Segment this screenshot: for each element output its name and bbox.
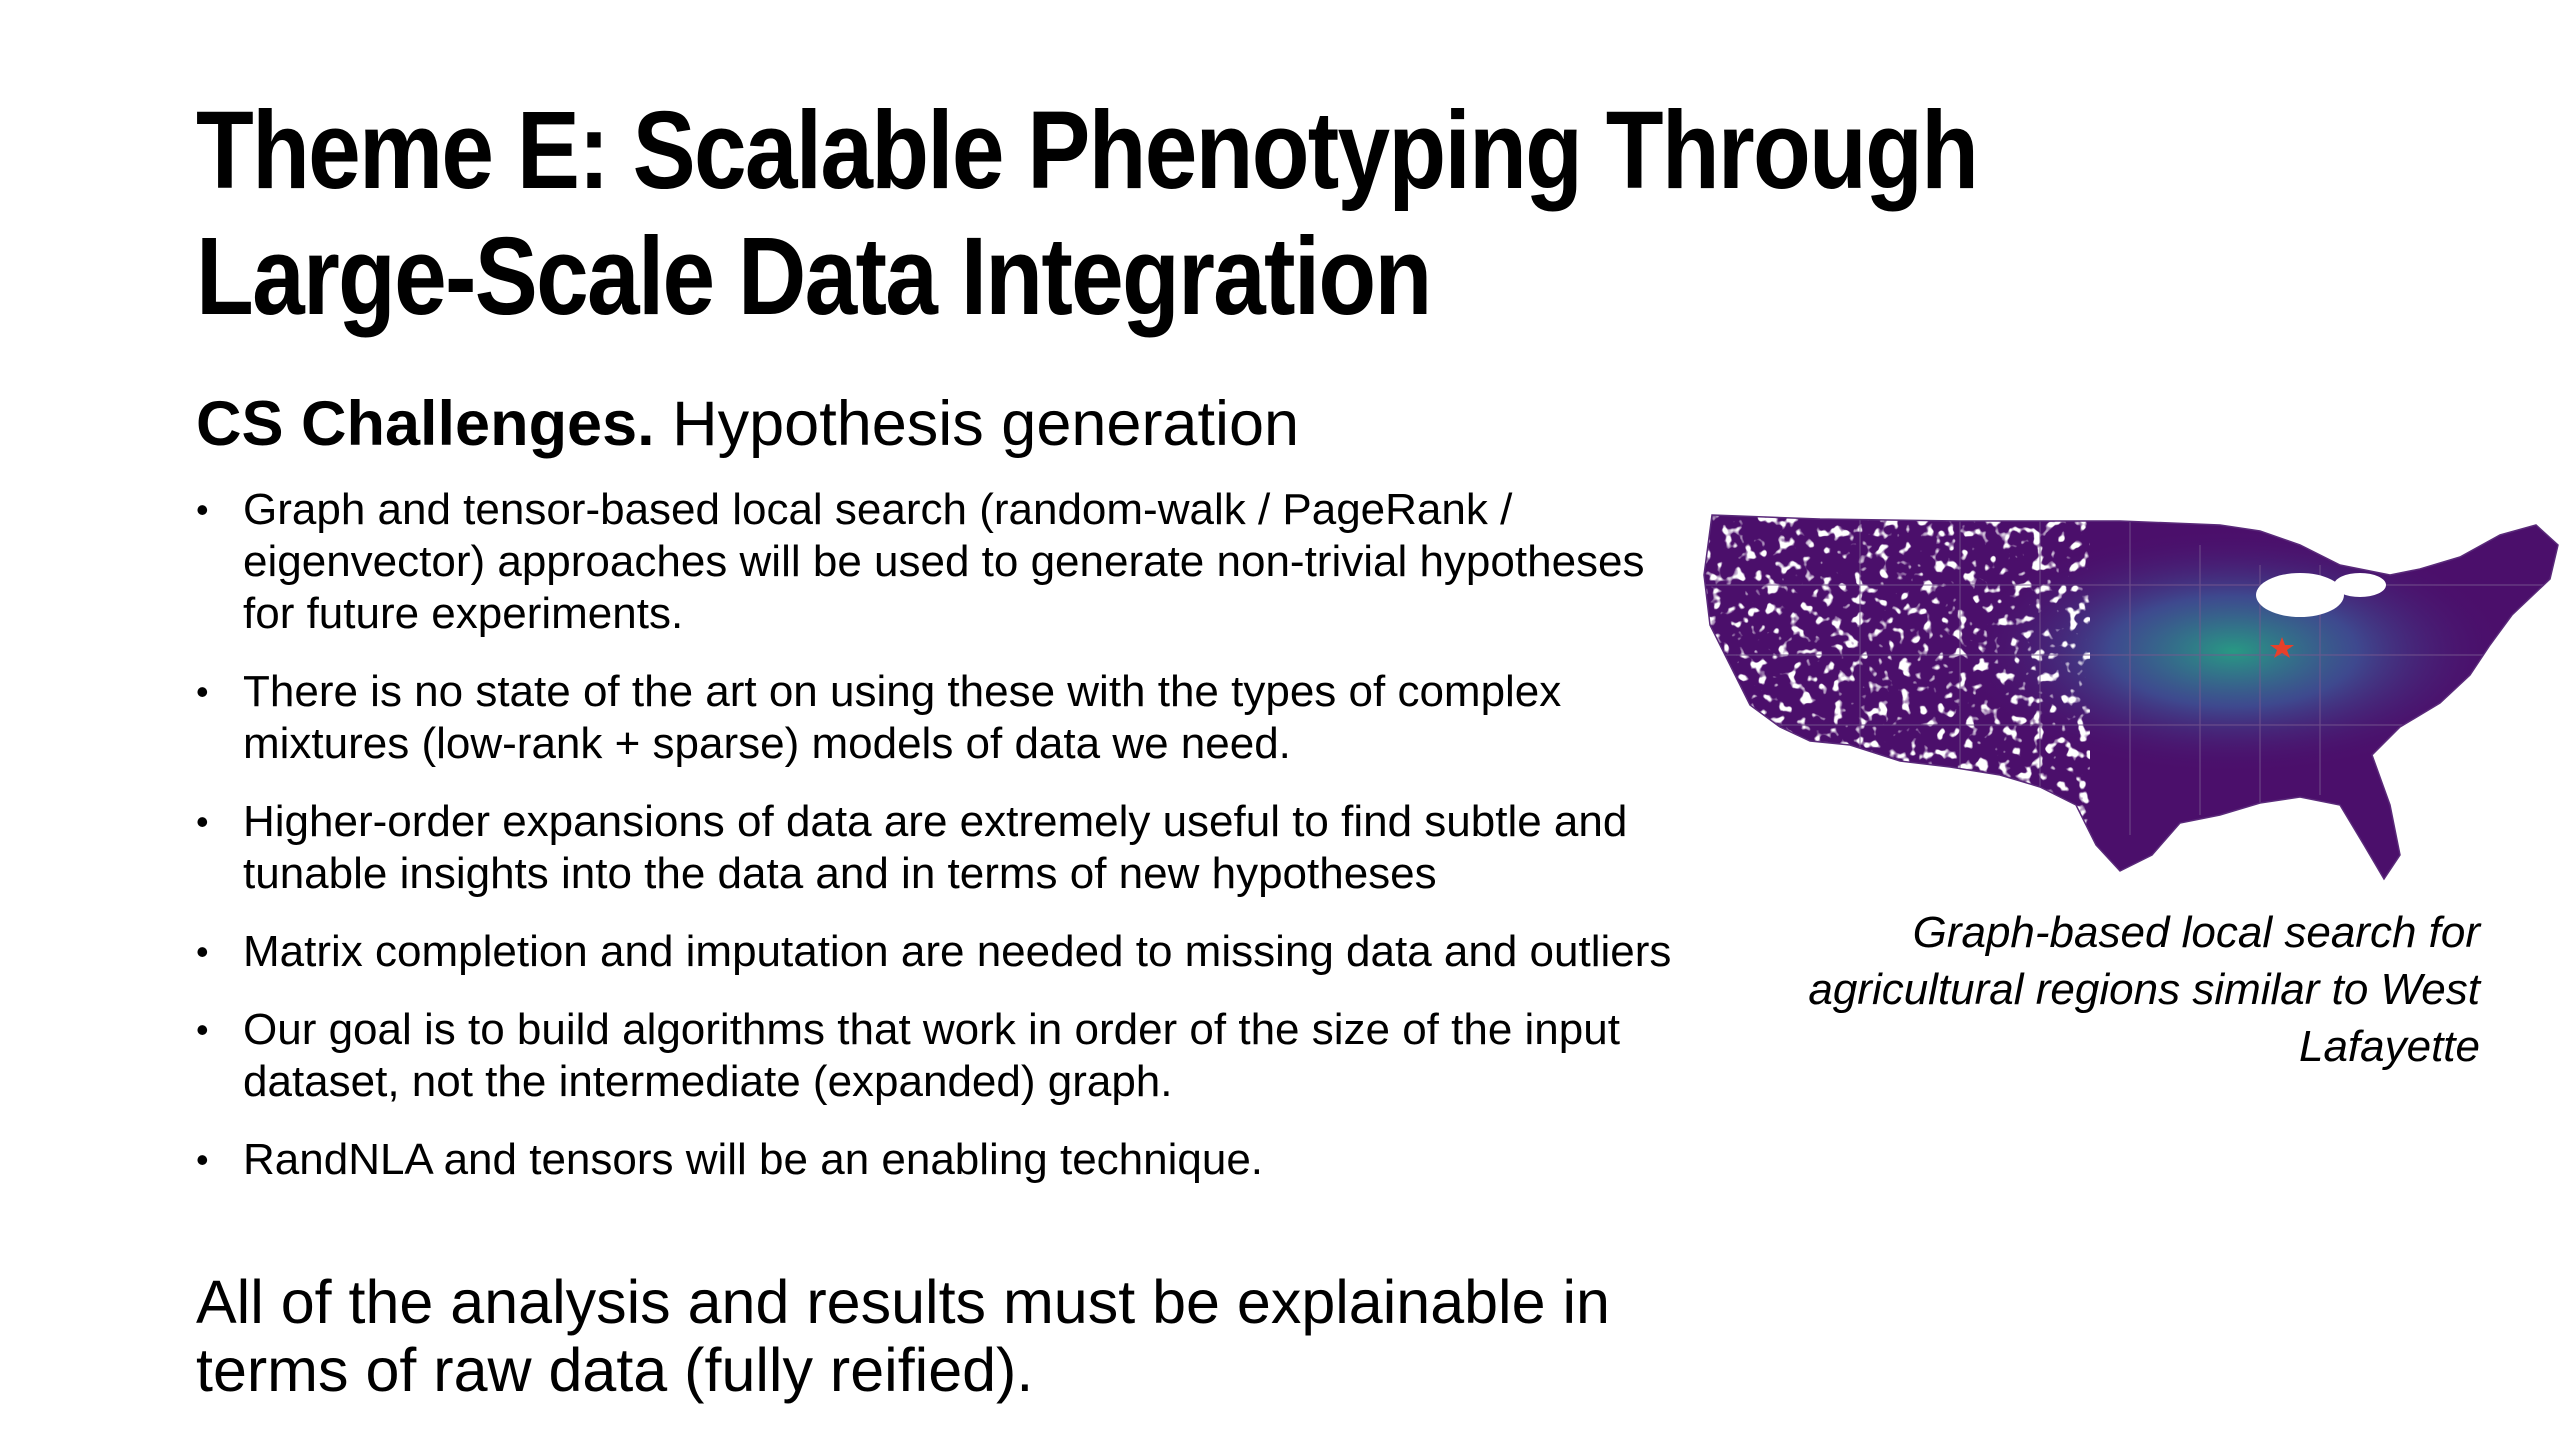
title-line-2: Large-Scale Data Integration — [196, 215, 1431, 338]
bullet-text: Our goal is to build algorithms that work in order of the size of the input dataset, not the intermediate (expanded) graph. — [243, 1005, 1620, 1106]
bullet-item — [196, 666, 1696, 770]
bullet-dot: • — [196, 1009, 209, 1050]
bullet-dot: • — [196, 931, 209, 972]
subheading — [196, 386, 1299, 462]
subheading-bold: CS Challenges. — [196, 389, 655, 459]
bullet-dot: • — [196, 801, 209, 842]
map-caption: Graph-based local search for agricultural regions similar to West Lafayette — [1808, 908, 2480, 1071]
bullet-item — [196, 1134, 1696, 1186]
bullet-item — [196, 926, 1696, 978]
great-lakes-east — [2334, 573, 2386, 597]
bullet-dot: • — [196, 1139, 209, 1180]
bullet-text: Higher-order expansions of data are extremely useful to find subtle and tunable insights into the data and in terms of new hypotheses — [243, 797, 1628, 898]
slide-title — [196, 88, 1978, 340]
bullet-dot: • — [196, 671, 209, 712]
bullet-text: Matrix completion and imputation are needed to missing data and outliers — [243, 927, 1672, 976]
bullet-text: There is no state of the art on using these with the types of complex mixtures (low-rank + sparse) models of data we need. — [243, 667, 1562, 768]
bullet-text: Graph and tensor-based local search (random-walk / PageRank / eigenvector) approaches will be used to generate non-trivial hypotheses for future experiments. — [243, 485, 1645, 638]
title-line-1: Theme E: Scalable Phenotyping Through — [196, 89, 1978, 212]
us-map-figure — [1700, 505, 2560, 890]
us-map-svg — [1700, 505, 2560, 890]
bullet-item — [196, 796, 1696, 900]
bullet-dot: • — [196, 489, 209, 530]
great-lakes — [2256, 573, 2344, 617]
bullet-item — [196, 484, 1696, 640]
subheading-rest: Hypothesis generation — [654, 389, 1300, 459]
map-west-gaps — [1700, 505, 2090, 890]
bullet-list — [196, 484, 1696, 1212]
bullet-text: RandNLA and tensors will be an enabling technique. — [243, 1135, 1264, 1184]
closing-statement: All of the analysis and results must be explainable in terms of raw data (fully reified). — [196, 1268, 1610, 1404]
bullet-item — [196, 1004, 1696, 1108]
